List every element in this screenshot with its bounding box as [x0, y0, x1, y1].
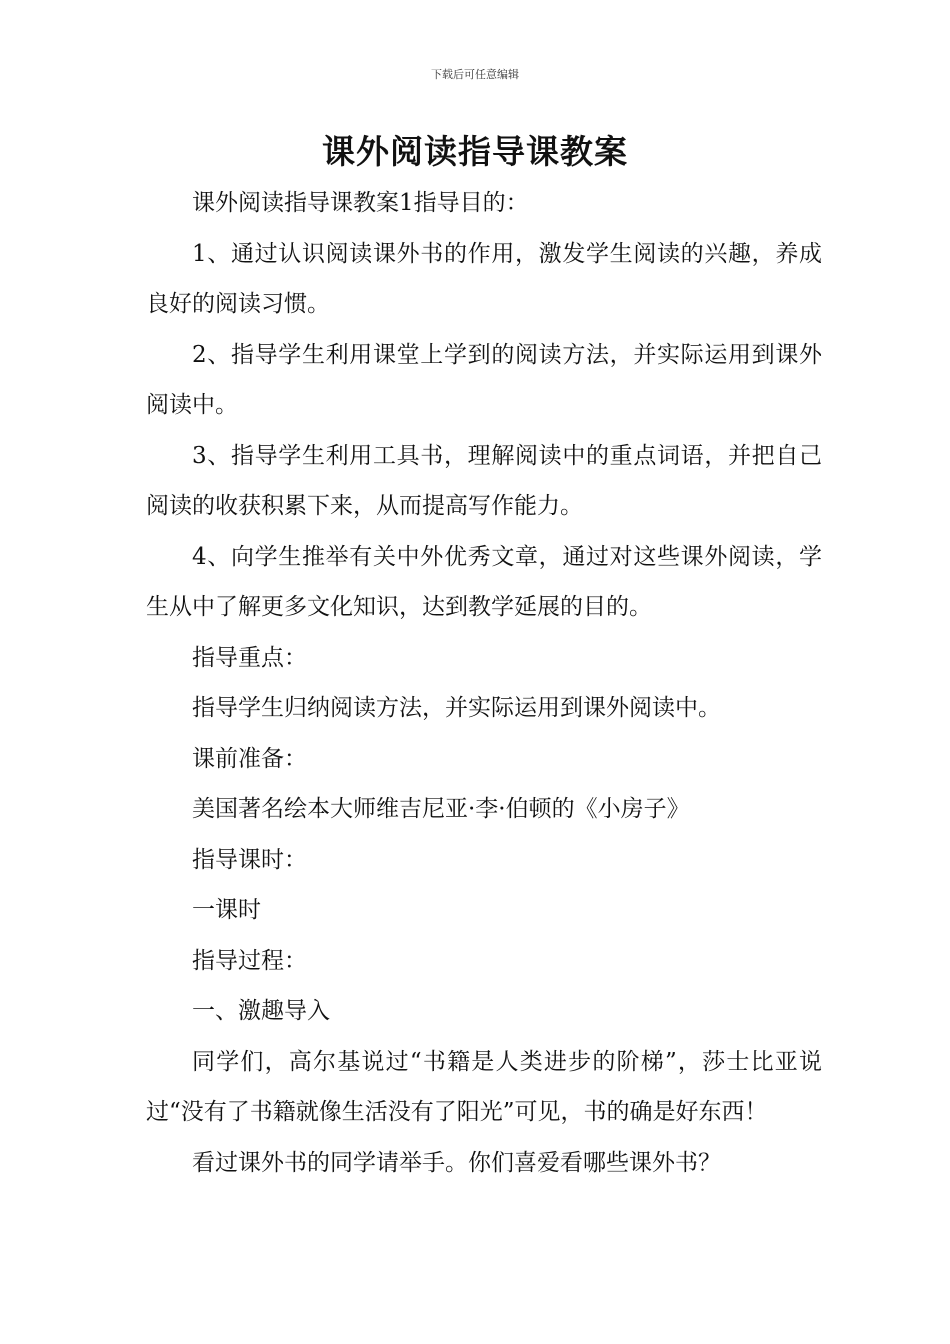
- heading-preparation: 课前准备：: [192, 745, 307, 772]
- heading-section-one: 一、激趣导入: [192, 998, 330, 1024]
- heading-process: 指导过程：: [192, 947, 307, 974]
- paragraph-goal-4: 4、向学生推举有关中外优秀文章，通过对这些课外阅读，学生从中了解更多文化知识，达到教学延展的目的。: [146, 543, 822, 620]
- document-body: [146, 178, 822, 1188]
- paragraph-quotes: 同学们，高尔基说过“书籍是人类进步的阶梯”，莎士比亚说过“没有了书籍就像生活没有了阳光”可见，书的确是好东西！: [146, 1048, 822, 1125]
- paragraph-preparation: 美国著名绘本大师维吉尼亚·李·伯顿的《小房子》: [192, 796, 690, 822]
- heading-key-points: 指导重点：: [192, 644, 307, 671]
- paragraph-goal-1: 1、通过认识阅读课外书的作用，激发学生阅读的兴趣，养成良好的阅读习惯。: [146, 240, 822, 317]
- paragraph-goal-2: 2、指导学生利用课堂上学到的阅读方法，并实际运用到课外阅读中。: [146, 341, 822, 418]
- heading-class-hours: 指导课时：: [192, 846, 307, 873]
- paragraph-key-points: 指导学生归纳阅读方法，并实际运用到课外阅读中。: [192, 695, 721, 721]
- document-title: 课外阅读指导课教案: [322, 132, 628, 171]
- paragraph-question: 看过课外书的同学请举手。你们喜爱看哪些课外书？: [192, 1149, 721, 1176]
- page-header-note: 下载后可任意编辑: [431, 68, 519, 81]
- paragraph-goal-3: 3、指导学生利用工具书，理解阅读中的重点词语，并把自己阅读的收获积累下来，从而提高写作能力。: [146, 442, 822, 519]
- paragraph-class-hours: 一课时: [192, 897, 261, 923]
- paragraph-intro: 课外阅读指导课教案1指导目的：: [192, 190, 529, 216]
